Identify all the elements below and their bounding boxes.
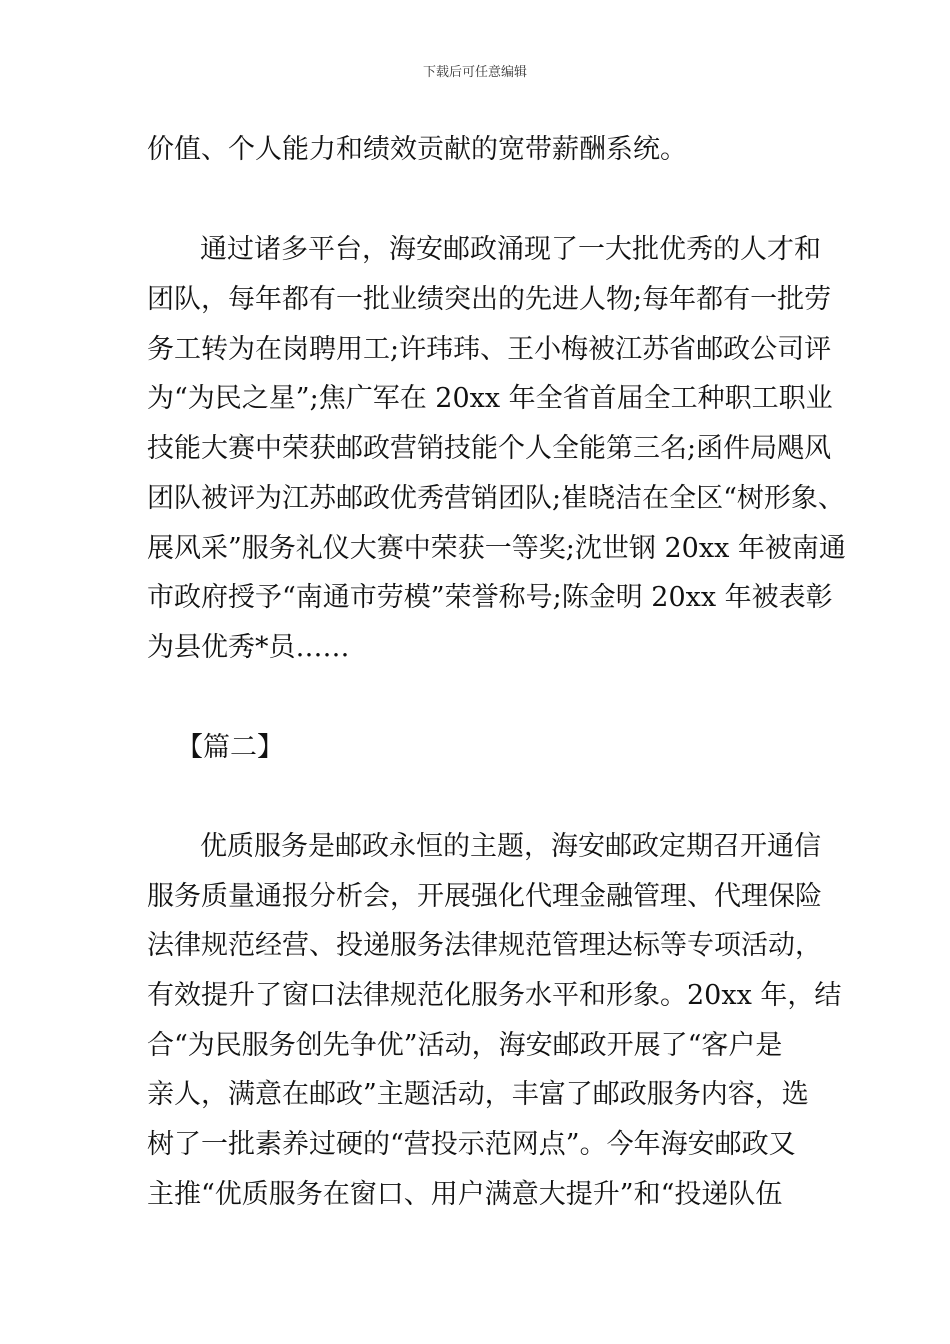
text-line: 团队，每年都有一批业绩突出的先进人物;每年都有一批劳	[147, 284, 832, 315]
text-line: 服务质量通报分析会，开展强化代理金融管理、代理保险	[147, 881, 822, 912]
text-line: 通过诸多平台，海安邮政涌现了一大批优秀的人才和	[200, 234, 821, 265]
text-line: 法律规范经营、投递服务法律规范管理达标等专项活动，	[147, 930, 822, 961]
text-line: 价值、个人能力和绩效贡献的宽带薪酬系统。	[147, 134, 687, 165]
text-line: 展风采”服务礼仪大赛中荣获一等奖;沈世钢 20xx 年被南通	[147, 533, 846, 564]
page-header: 下载后可任意编辑	[422, 65, 527, 80]
section-heading: 【篇二】	[176, 732, 284, 763]
text-line: 务工转为在岗聘用工;许玮玮、王小梅被江苏省邮政公司评	[147, 334, 832, 365]
text-line: 优质服务是邮政永恒的主题，海安邮政定期召开通信	[200, 831, 821, 862]
text-line: 亲人，满意在邮政”主题活动，丰富了邮政服务内容，选	[147, 1079, 809, 1110]
text-line: 团队被评为江苏邮政优秀营销团队;崔晓洁在全区“树形象、	[147, 483, 845, 514]
text-line: 市政府授予“南通市劳模”荣誉称号;陈金明 20xx 年被表彰	[147, 582, 833, 613]
text-line: 为县优秀*员……	[147, 632, 350, 663]
text-line: 有效提升了窗口法律规范化服务水平和形象。20xx 年，结	[147, 980, 842, 1011]
text-line: 技能大赛中荣获邮政营销技能个人全能第三名;函件局飓风	[147, 433, 832, 464]
text-line: 主推“优质服务在窗口、用户满意大提升”和“投递队伍	[147, 1179, 783, 1210]
text-line: 为“为民之星”;焦广军在 20xx 年全省首届全工种职工职业	[147, 383, 833, 414]
text-line: 树了一批素养过硬的“营投示范网点”。今年海安邮政又	[147, 1129, 796, 1160]
text-line: 合“为民服务创先争优”活动，海安邮政开展了“客户是	[147, 1030, 783, 1061]
